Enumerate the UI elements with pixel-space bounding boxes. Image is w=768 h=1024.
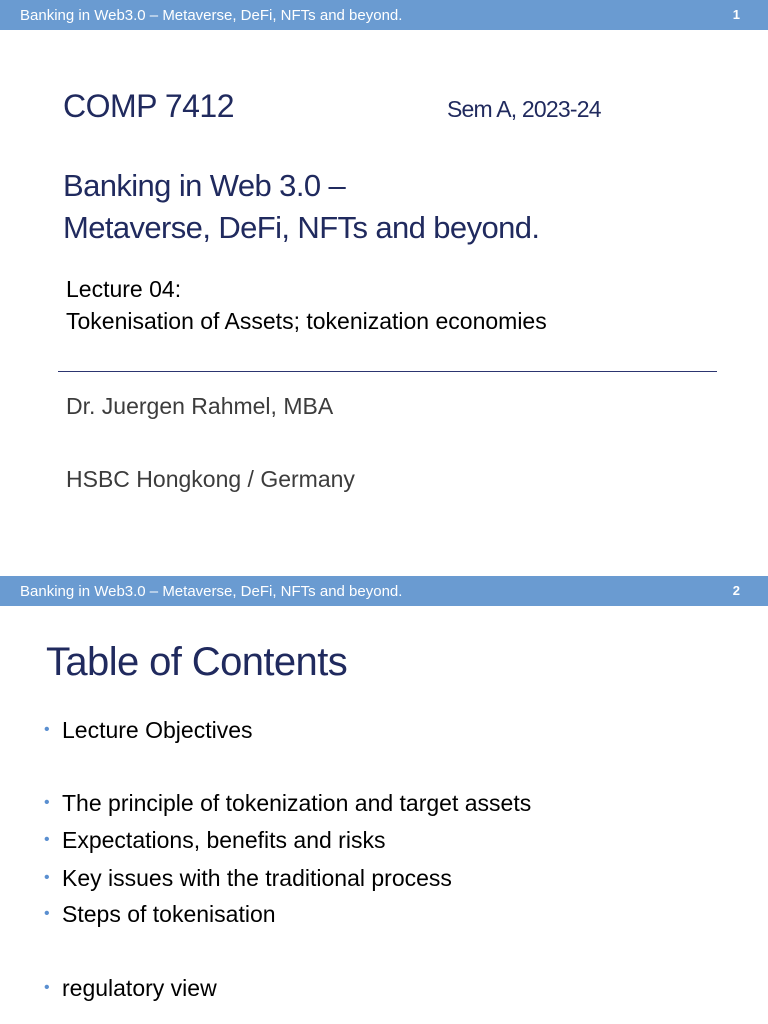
slide-2 (0, 576, 768, 1024)
toc-item-text: Lecture Objectives (62, 717, 253, 743)
toc-item (44, 900, 276, 928)
title-divider (58, 371, 717, 372)
toc-heading: Table of Contents (46, 640, 348, 684)
toc-item (44, 974, 217, 1002)
course-code: COMP 7412 (63, 88, 234, 124)
bullet-icon: • (44, 905, 50, 922)
slide-header-title: Banking in Web3.0 – Metaverse, DeFi, NFTs and beyond. (20, 583, 403, 600)
author-organization: HSBC Hongkong / Germany (66, 466, 355, 492)
lecture-topic: Tokenisation of Assets; tokenization economies (66, 308, 547, 334)
bullet-icon: • (44, 831, 50, 848)
bullet-icon: • (44, 721, 50, 738)
bullet-icon: • (44, 869, 50, 886)
toc-item-text: The principle of tokenization and target assets (62, 790, 532, 816)
toc-list (0, 576, 768, 1024)
bullet-icon: • (44, 979, 50, 996)
toc-item (44, 716, 252, 744)
toc-item (44, 789, 531, 817)
course-title-line-1: Banking in Web 3.0 – (63, 168, 346, 203)
slide-header-title: Banking in Web3.0 – Metaverse, DeFi, NFTs and beyond. (20, 7, 403, 24)
author-name: Dr. Juergen Rahmel, MBA (66, 393, 334, 419)
course-title-line-2: Metaverse, DeFi, NFTs and beyond. (63, 210, 540, 245)
slide-header-bar (0, 0, 768, 30)
toc-item-text: Steps of tokenisation (62, 901, 276, 927)
toc-item (44, 826, 385, 854)
semester: Sem A, 2023-24 (447, 96, 601, 122)
toc-item-text: Expectations, benefits and risks (62, 827, 386, 853)
slide-number: 2 (732, 583, 740, 598)
lecture-number: Lecture 04: (66, 276, 182, 302)
toc-item-text: regulatory view (62, 975, 217, 1001)
slide-number: 1 (732, 7, 740, 22)
toc-item-text: Key issues with the traditional process (62, 865, 452, 891)
bullet-icon: • (44, 794, 50, 811)
toc-item (44, 864, 452, 892)
